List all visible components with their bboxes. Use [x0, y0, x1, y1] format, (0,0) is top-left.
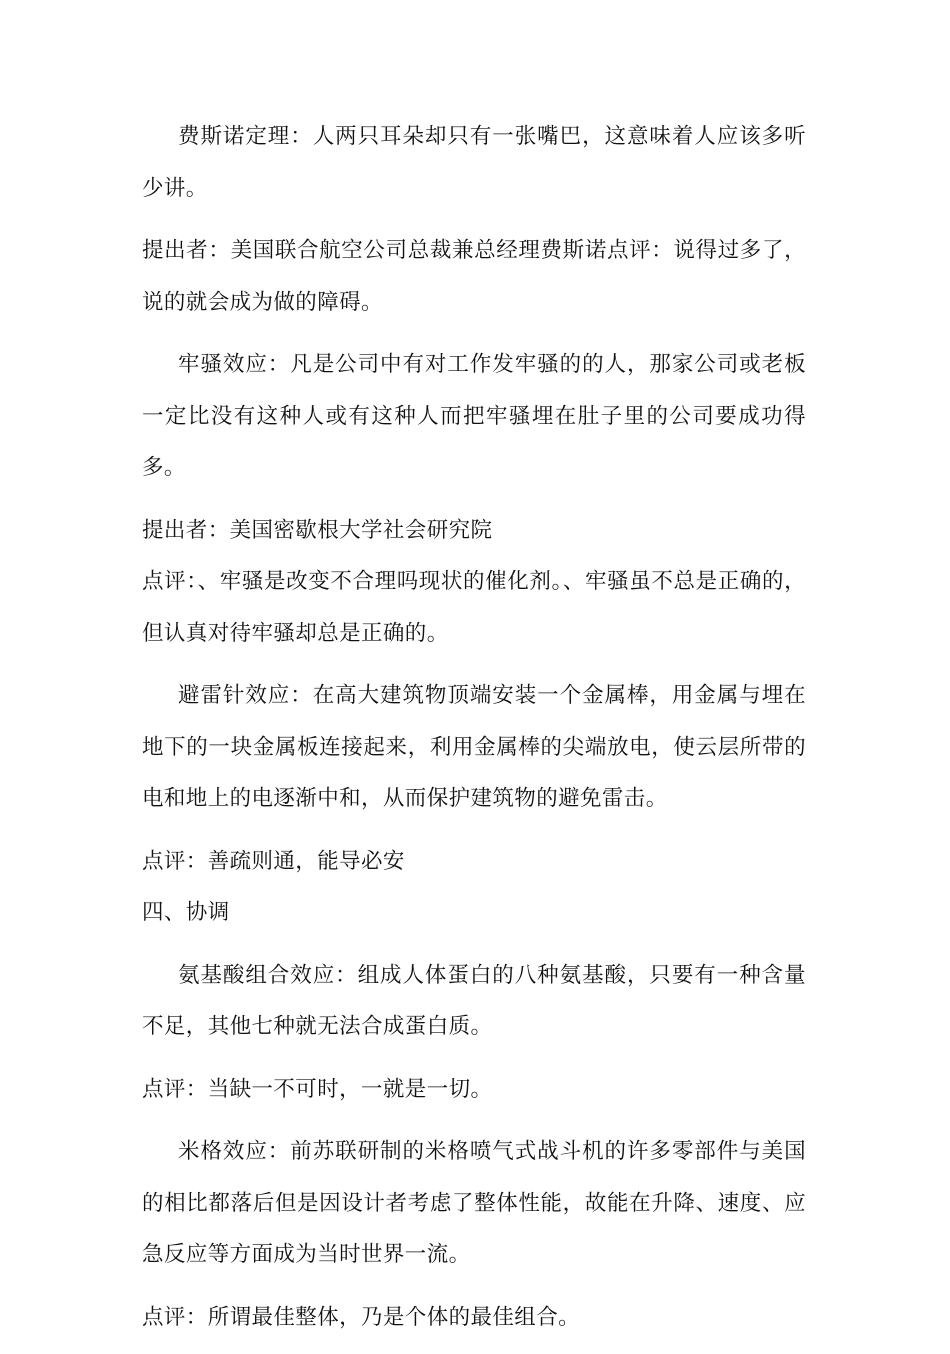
- paragraph-mig-comment: 点评：所谓最佳整体，乃是个体的最佳组合。: [142, 1304, 581, 1330]
- section-heading-coordination: 四、协调: [142, 900, 230, 925]
- paragraph-amino-acid-effect: 氨基酸组合效应：组成人体蛋白的八种氨基酸，只要有一种含量不足，其他七种就无法合成蛋白质。: [142, 962, 806, 1039]
- document-page: [142, 111, 806, 1354]
- paragraph-mig-effect: 米格效应：前苏联研制的米格喷气式战斗机的许多零部件与美国的相比都落后但是因设计者考虑了整体性能，故能在升降、速度、应急反应等方面成为当时世界一流。: [142, 1139, 806, 1267]
- paragraph-complaint-comment: 点评：、牢骚是改变不合理吗现状的催化剂。、牢骚虽不总是正确的，但认真对待牢骚却总是正确的。: [142, 569, 806, 646]
- paragraph-complaint-effect: 牢骚效应：凡是公司中有对工作发牢骚的的人，那家公司或老板一定比没有这种人或有这种人而把牢骚埋在肚子里的公司要成功得多。: [142, 352, 806, 480]
- paragraph-fessno-proposer-comment: 提出者：美国联合航空公司总裁兼总经理费斯诺点评：说得过多了，说的就会成为做的障碍。: [142, 238, 806, 315]
- paragraph-fessno-theorem: 费斯诺定理：人两只耳朵却只有一张嘴巴，这意味着人应该多听少讲。: [142, 124, 806, 201]
- paragraph-lightning-rod-comment: 点评：善疏则通，能导必安: [142, 848, 405, 874]
- paragraph-amino-acid-comment: 点评：当缺一不可时，一就是一切。: [142, 1076, 493, 1102]
- paragraph-lightning-rod-effect: 避雷针效应：在高大建筑物顶端安装一个金属棒，用金属与埋在地下的一块金属板连接起来，利用金属棒的尖端放电，使云层所带的电和地上的电逐渐中和，从而保护建筑物的避免雷击。: [142, 683, 806, 811]
- paragraph-complaint-proposer: 提出者：美国密歇根大学社会研究院: [142, 517, 493, 543]
